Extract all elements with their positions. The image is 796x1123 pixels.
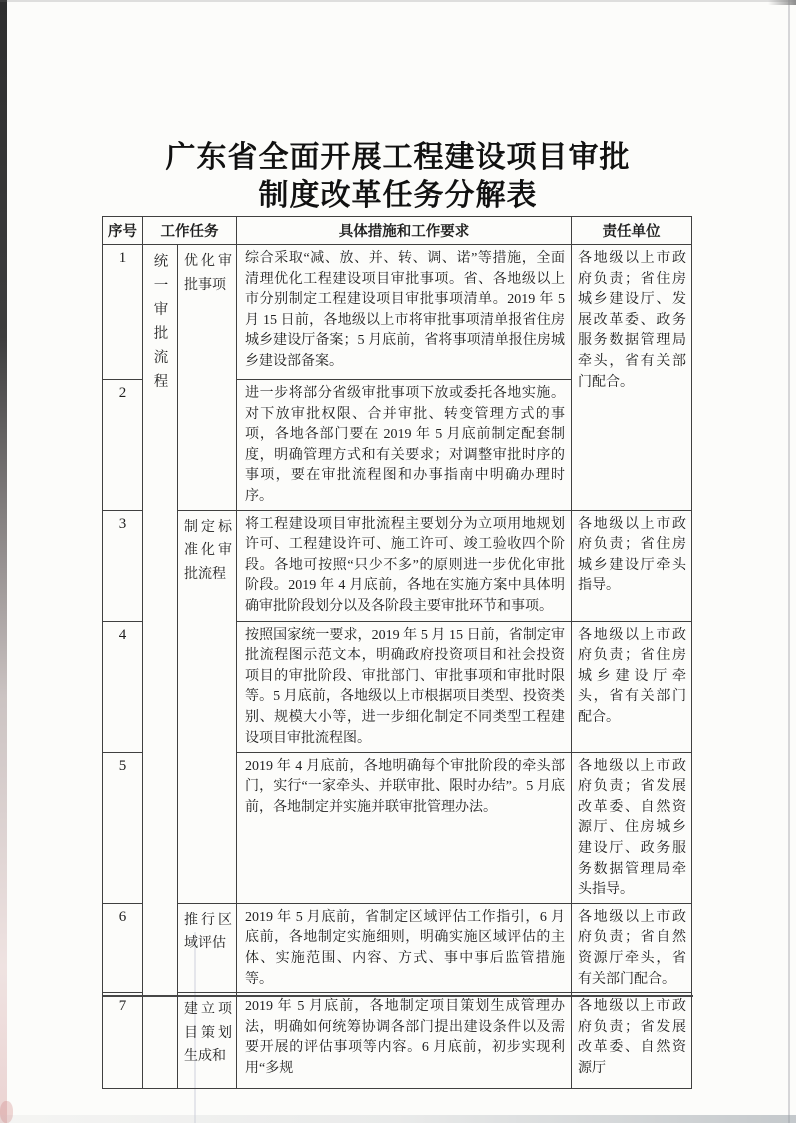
unit-cell: 各地级以上市政府负责；省发展改革委、自然资源厅: [572, 993, 692, 1089]
task-table: [102, 216, 692, 1089]
scan-corner-mark: [768, 0, 796, 5]
table-row: [103, 993, 692, 1089]
row-no: 5: [103, 752, 143, 903]
row-no: 2: [103, 380, 143, 511]
task-cell: 建立项目策划生成和: [178, 993, 237, 1089]
header-task: 工作任务: [143, 217, 237, 245]
task-group-cell: [143, 245, 178, 1089]
header-unit: 责任单位: [572, 217, 692, 245]
page-title: [0, 139, 796, 215]
table-row: [103, 903, 692, 992]
scan-edge-top: [0, 0, 796, 2]
scan-bottom-shadow: [0, 1115, 796, 1123]
header-no: 序号: [103, 217, 143, 245]
row-no: 6: [103, 903, 143, 992]
task-cell: 制定标准化审批流程: [178, 510, 237, 903]
unit-cell: 各地级以上市政府负责；省住房城乡建设厅牵头指导。: [572, 510, 692, 621]
page-title-line1: 广东省全面开展工程建设项目审批: [165, 141, 631, 174]
unit-cell: 各地级以上市政府负责；省发展改革委、自然资源厅、住房城乡建设厅、政务服务数据管理局牵头指导。: [572, 752, 692, 903]
measures-cell: 2019 年 5 月底前，各地制定项目策划生成管理办法，明确如何统筹协调各部门提出建设条件以及需要开展的评估事项等内容。6 月底前，初步实现利用“多规: [237, 993, 572, 1089]
task-group-label: 统一审批流程: [151, 253, 168, 397]
header-measures: 具体措施和工作要求: [237, 217, 572, 245]
scan-smudge: [0, 1101, 13, 1123]
row-no: 4: [103, 621, 143, 752]
task-cell: 优化审批事项: [178, 245, 237, 511]
measures-cell: 将工程建设项目审批流程主要划分为立项用地规划许可、工程建设许可、施工许可、竣工验收四个阶段。各地可按照“只少不多”的原则进一步优化审批阶段。2019 年 4 月底前，各地在实施方案中具体明确审批阶段划分以及各阶段主要审批环节和事项。: [237, 510, 572, 621]
unit-cell: 各地级以上市政府负责；省住房城乡建设厅、发展改革委、政务服务数据管理局牵头，省有关部门配合。: [572, 245, 692, 511]
unit-cell: 各地级以上市政府负责；省住房城乡建设厅牵头，省有关部门配合。: [572, 621, 692, 752]
row-no: 1: [103, 245, 143, 380]
task-cell: 推行区域评估: [178, 903, 237, 992]
measures-cell: 按照国家统一要求，2019 年 5 月 15 日前，省制定审批流程图示范文本，明确政府投资项目和社会投资项目的审批阶段、审批部门、审批事项和审批时限等。5 月底前，各地级以上市根据项目类型、投资类别、规模大小等，进一步细化制定不同类型工程建设项目审批流程图。: [237, 621, 572, 752]
table-row: [103, 245, 692, 380]
table-header-row: [103, 217, 692, 245]
table-row: [103, 510, 692, 621]
row-no: 3: [103, 510, 143, 621]
measures-cell: 2019 年 4 月底前，各地明确每个审批阶段的牵头部门，实行“一家牵头、并联审批、限时办结”。5 月底前，各地制定并实施并联审批管理办法。: [237, 752, 572, 903]
unit-cell: 各地级以上市政府负责；省自然资源厅牵头，省有关部门配合。: [572, 903, 692, 992]
task-table-container: [102, 216, 693, 1076]
measures-cell: 综合采取“减、放、并、转、调、诺”等措施，全面清理优化工程建设项目审批事项。省、各地级以上市分别制定工程建设项目审批事项清单。2019 年 5 月 15 日前，各地级以上市将审批事项清单报省住房城乡建设厅备案；5 月底前，省将事项清单报住房城乡建设部备案。: [237, 245, 572, 380]
measures-cell: 进一步将部分省级审批事项下放或委托各地实施。对下放审批权限、合并审批、转变管理方式的事项，各地各部门要在 2019 年 5 月底前制定配套制度，明确管理方式和有关要求；对调整审批时序的事项，要在审批流程图和办事指南中明确办理时序。: [237, 380, 572, 511]
measures-cell: 2019 年 5 月底前，省制定区域评估工作指引，6 月底前，各地制定实施细则，明确实施区域评估的主体、实施范围、内容、方式、事中事后监管措施等。: [237, 903, 572, 992]
page-title-line2: 制度改革任务分解表: [258, 179, 538, 212]
row-no: 7: [103, 993, 143, 1089]
